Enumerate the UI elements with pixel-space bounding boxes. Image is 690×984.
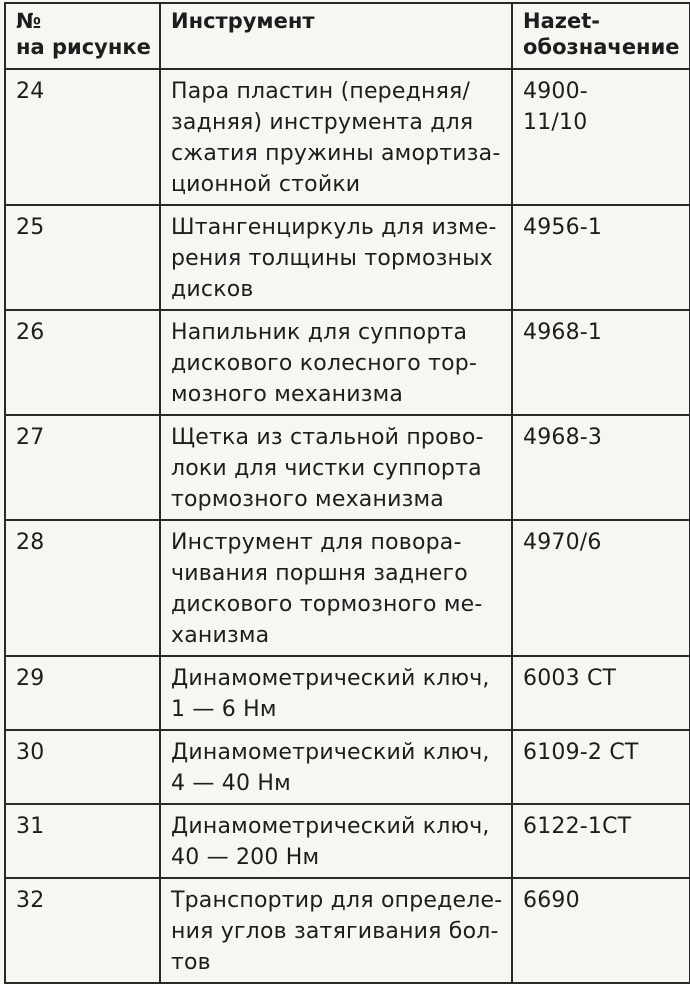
table-row xyxy=(5,415,690,520)
header-text: № xyxy=(16,9,42,33)
description-line: Штангенциркуль для изме- xyxy=(171,215,497,240)
description-line: Щетка из стальной прово- xyxy=(171,425,484,450)
hazet-code-cell xyxy=(512,520,690,656)
hazet-code-cell xyxy=(512,656,690,730)
table-body xyxy=(5,69,690,983)
hazet-code-cell xyxy=(512,804,690,878)
description-line: дискового колесного тор- xyxy=(171,351,478,376)
hazet-code-cell xyxy=(512,69,690,205)
tools-table xyxy=(4,2,690,984)
hazet-code-line: 4968-3 xyxy=(523,425,603,450)
tool-description-cell xyxy=(160,804,512,878)
hazet-code-cell xyxy=(512,730,690,804)
column-header-tool xyxy=(160,3,512,69)
header-text: Hazet- xyxy=(523,9,600,33)
description-line: тов xyxy=(171,950,211,975)
description-line: 40 — 200 Нм xyxy=(171,845,320,870)
tool-description-cell xyxy=(160,415,512,520)
hazet-code-line: 4970/6 xyxy=(523,530,602,555)
hazet-code-line: 6109-2 CT xyxy=(523,740,639,765)
tool-description-cell xyxy=(160,878,512,983)
figure-number-cell: 28 xyxy=(5,520,160,656)
figure-number-cell: 25 xyxy=(5,205,160,310)
description-line: дисков xyxy=(171,277,254,302)
figure-number-cell: 31 xyxy=(5,804,160,878)
hazet-code-cell xyxy=(512,205,690,310)
description-line: Инструмент для повора- xyxy=(171,530,462,555)
table-row xyxy=(5,730,690,804)
table-row xyxy=(5,205,690,310)
table-row xyxy=(5,804,690,878)
description-line: сжатия пружины амортиза- xyxy=(171,141,501,166)
description-line: Динамометрический ключ, xyxy=(171,740,490,765)
description-line: Пара пластин (передняя/ xyxy=(171,79,471,104)
hazet-code-line: 6122-1CT xyxy=(523,814,632,839)
table-row xyxy=(5,878,690,983)
figure-number-cell: 26 xyxy=(5,310,160,415)
description-line: Напильник для суппорта xyxy=(171,320,468,345)
hazet-code-cell xyxy=(512,310,690,415)
description-line: Динамометрический ключ, xyxy=(171,814,490,839)
hazet-code-line: 4968-1 xyxy=(523,320,603,345)
figure-number-cell: 24 xyxy=(5,69,160,205)
column-header-number xyxy=(5,3,160,69)
hazet-code-line: 6690 xyxy=(523,888,580,913)
description-line: ханизма xyxy=(171,623,270,648)
column-header-hazet xyxy=(512,3,690,69)
description-line: дискового тормозного ме- xyxy=(171,592,483,617)
tool-description-cell xyxy=(160,69,512,205)
figure-number-cell: 30 xyxy=(5,730,160,804)
figure-number-cell: 27 xyxy=(5,415,160,520)
description-line: Транспортир для определе- xyxy=(171,888,503,913)
table-row xyxy=(5,520,690,656)
description-line: ционной стойки xyxy=(171,172,361,197)
tool-description-cell xyxy=(160,656,512,730)
tool-description-cell xyxy=(160,205,512,310)
description-line: 4 — 40 Нм xyxy=(171,771,291,796)
figure-number-cell: 29 xyxy=(5,656,160,730)
description-line: мозного механизма xyxy=(171,382,404,407)
hazet-code-line: 11/10 xyxy=(523,110,588,135)
table-row xyxy=(5,310,690,415)
description-line: Динамометрический ключ, xyxy=(171,666,490,691)
description-line: ния углов затягивания бол- xyxy=(171,919,499,944)
table-row xyxy=(5,656,690,730)
header-text: на рисунке xyxy=(16,35,151,59)
table-header-row xyxy=(5,3,690,69)
hazet-code-line: 4956-1 xyxy=(523,215,603,240)
description-line: рения толщины тормозных xyxy=(171,246,493,271)
header-text: Инструмент xyxy=(171,9,315,33)
description-line: тормозного механизма xyxy=(171,487,444,512)
tool-description-cell xyxy=(160,520,512,656)
header-text: обозначение xyxy=(523,35,680,59)
hazet-code-cell xyxy=(512,415,690,520)
description-line: чивания поршня заднего xyxy=(171,561,468,586)
description-line: задняя) инструмента для xyxy=(171,110,474,135)
tool-description-cell xyxy=(160,730,512,804)
figure-number-cell: 32 xyxy=(5,878,160,983)
description-line: 1 — 6 Нм xyxy=(171,697,277,722)
description-line: локи для чистки суппорта xyxy=(171,456,482,481)
hazet-code-cell xyxy=(512,878,690,983)
hazet-code-line: 6003 CT xyxy=(523,666,617,691)
hazet-code-line: 4900- xyxy=(523,79,588,104)
tool-description-cell xyxy=(160,310,512,415)
table-row xyxy=(5,69,690,205)
